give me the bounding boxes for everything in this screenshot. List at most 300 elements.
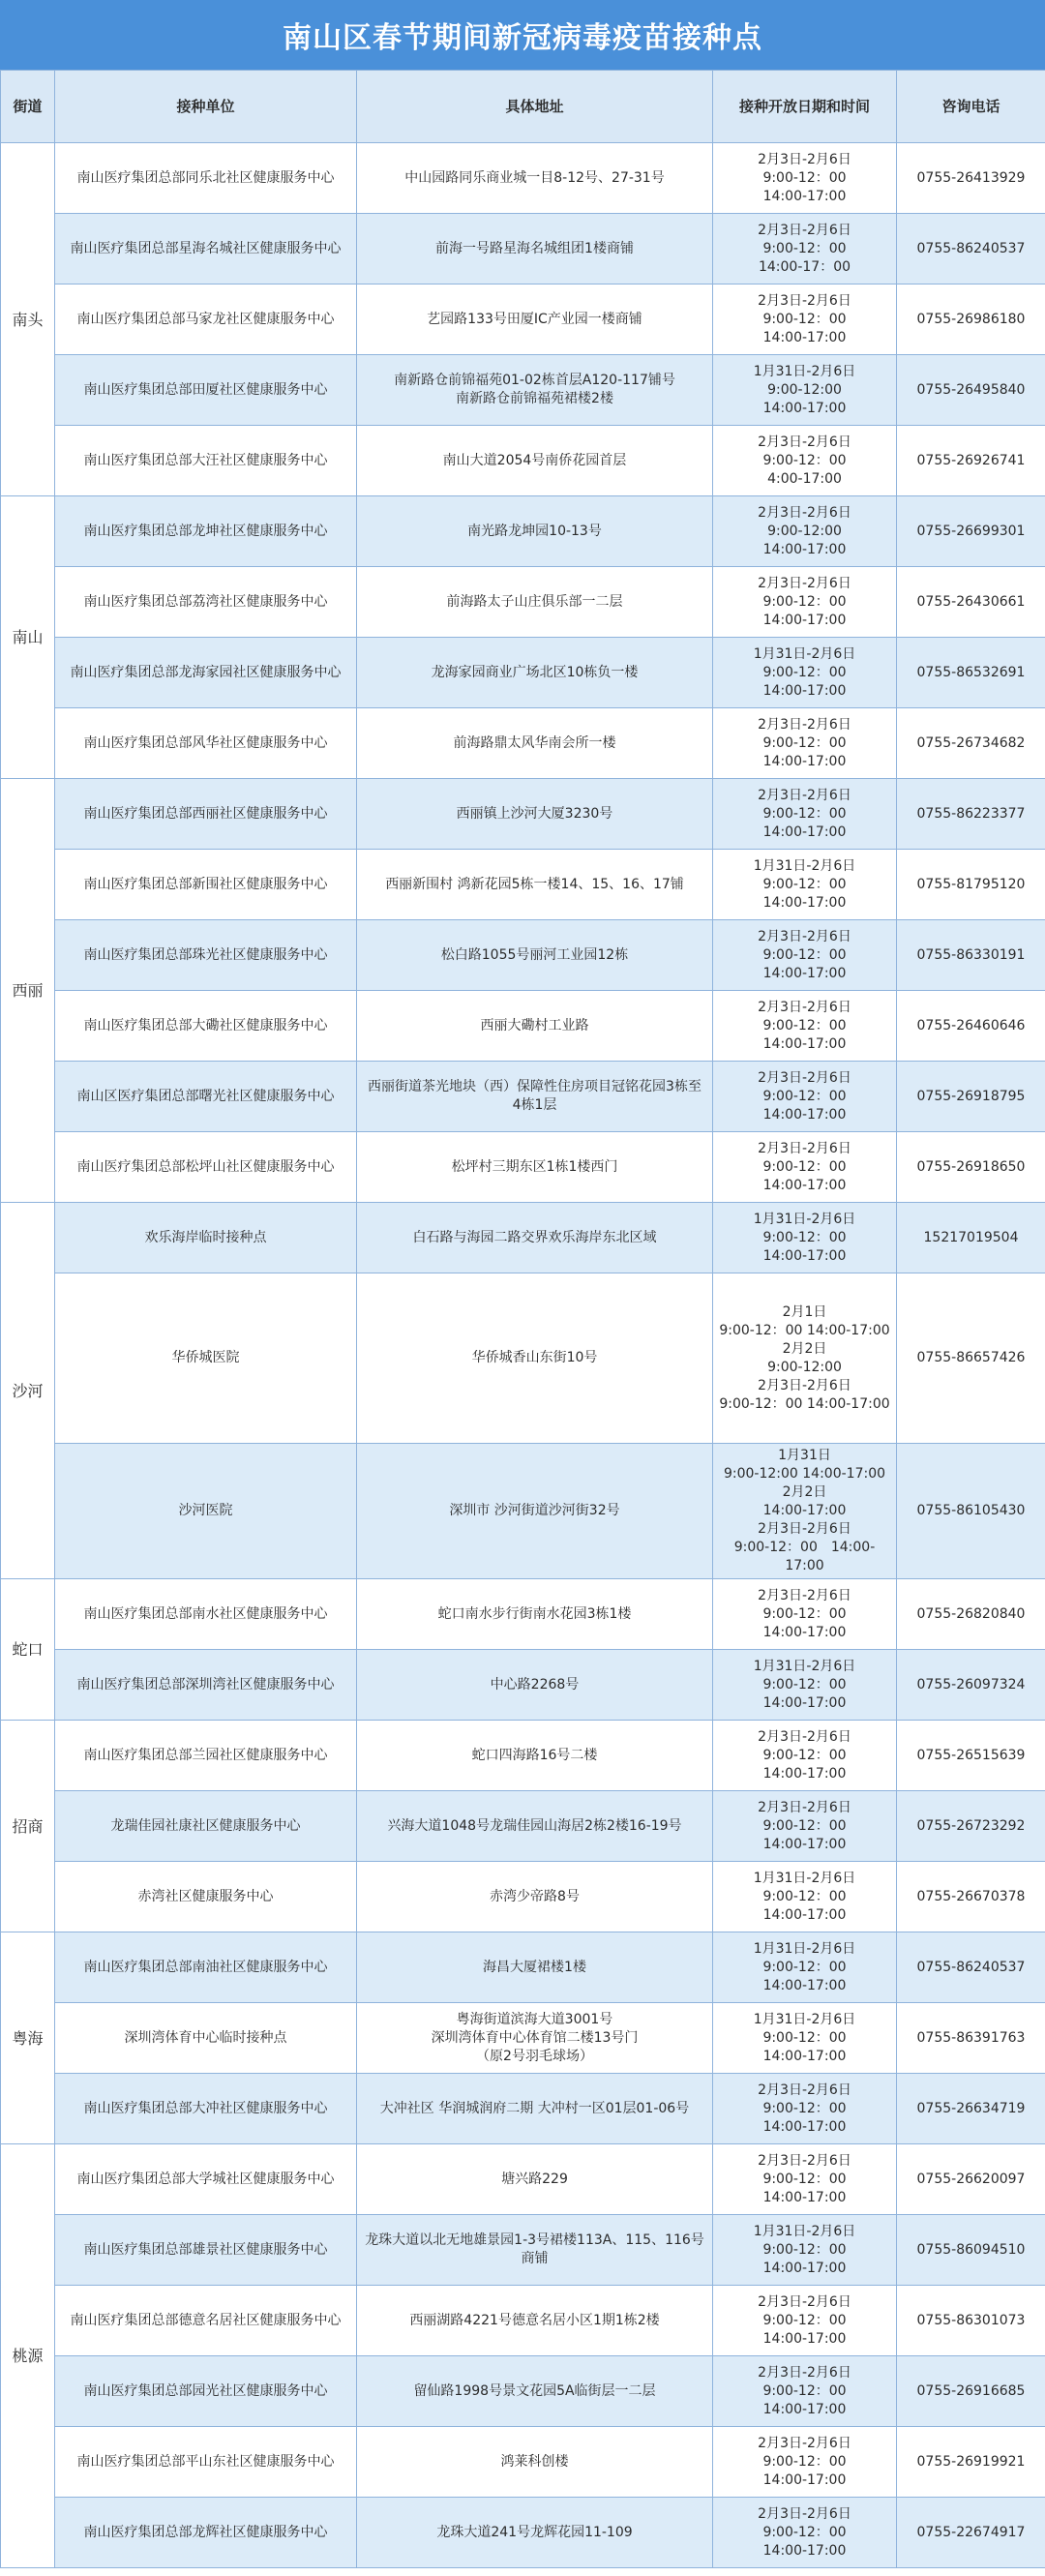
unit-cell: 南山医疗集团总部荔湾社区健康服务中心 xyxy=(55,567,357,638)
address-cell xyxy=(357,1579,713,1650)
open-time-cell xyxy=(713,708,897,779)
open-time-line: 2月3日-2月6日 xyxy=(758,2505,851,2522)
address-cell xyxy=(357,920,713,991)
address-line: 中心路2268号 xyxy=(490,1676,580,1692)
open-time-line: 14:00-17:00 xyxy=(762,1977,847,1993)
table-row xyxy=(1,426,1045,496)
open-time-line: 2月3日-2月6日 xyxy=(758,2364,851,2381)
address-cell xyxy=(357,638,713,708)
page-title: 南山区春节期间新冠病毒疫苗接种点 xyxy=(0,0,1045,70)
open-time-cell xyxy=(713,285,897,355)
unit-cell: 南山医疗集团总部龙坤社区健康服务中心 xyxy=(55,496,357,567)
phone-cell: 0755-26916685 xyxy=(897,2356,1045,2427)
open-time-line: 14:00-17:00 xyxy=(762,2118,847,2135)
table-row xyxy=(1,1273,1045,1444)
open-time-line: 2月3日-2月6日 xyxy=(758,1728,851,1745)
open-time-line: 9:00-12：00 xyxy=(762,2029,847,2046)
open-time-line: 9:00-12：00 xyxy=(762,2524,847,2540)
open-time-line: 14:00-17:00 xyxy=(762,965,847,981)
address-line: 商铺 xyxy=(521,2251,549,2266)
open-time-line: 9:00-12：00 xyxy=(762,2100,847,2116)
table-row xyxy=(1,991,1045,1062)
open-time-line: 2月2日 xyxy=(782,1340,827,1357)
address-cell xyxy=(357,426,713,496)
address-line: 前海路太子山庄俱乐部一二层 xyxy=(446,593,623,610)
table-row xyxy=(1,1932,1045,2003)
table-row xyxy=(1,638,1045,708)
open-time-line: 1月31日 xyxy=(778,1448,831,1463)
address-cell xyxy=(357,143,713,214)
open-time-line: 14:00-17:00 xyxy=(762,2189,847,2205)
open-time-line: 9:00-12：00 14:00-17:00 xyxy=(719,1395,890,1412)
table-row xyxy=(1,2356,1045,2427)
street-cell: 蛇口 xyxy=(1,1579,55,1721)
open-time-cell xyxy=(713,2144,897,2215)
open-time-line: 14:00-17:00 xyxy=(762,612,847,628)
phone-cell: 0755-86105430 xyxy=(897,1444,1045,1579)
open-time-cell xyxy=(713,2003,897,2074)
open-time-cell xyxy=(713,2074,897,2144)
address-cell xyxy=(357,2498,713,2568)
phone-cell: 0755-86223377 xyxy=(897,779,1045,850)
address-cell xyxy=(357,2356,713,2427)
table-row xyxy=(1,779,1045,850)
phone-cell: 0755-86240537 xyxy=(897,214,1045,285)
address-cell xyxy=(357,850,713,920)
address-line: 南新路仓前锦福苑裙楼2楼 xyxy=(456,391,613,406)
phone-cell: 0755-26460646 xyxy=(897,991,1045,1062)
address-cell xyxy=(357,779,713,850)
unit-cell: 南山医疗集团总部新围社区健康服务中心 xyxy=(55,850,357,920)
table-row xyxy=(1,285,1045,355)
street-cell: 沙河 xyxy=(1,1203,55,1579)
table-row xyxy=(1,1791,1045,1862)
open-time-cell xyxy=(713,214,897,285)
open-time-cell xyxy=(713,567,897,638)
phone-cell: 0755-26734682 xyxy=(897,708,1045,779)
open-time-line: 9:00-12：00 xyxy=(762,2312,847,2328)
open-time-line: 9:00-12：00 xyxy=(762,240,847,256)
address-cell xyxy=(357,1650,713,1721)
open-time-cell xyxy=(713,1650,897,1721)
table-row xyxy=(1,2286,1045,2356)
open-time-line: 14:00-17:00 xyxy=(762,2048,847,2064)
open-time-cell xyxy=(713,1273,897,1444)
open-time-line: 1月31日-2月6日 xyxy=(753,2223,856,2239)
open-time-line: 14:00-17:00 xyxy=(762,1694,847,1711)
address-line: 鸿莱科创楼 xyxy=(500,2453,569,2470)
open-time-line: 2月3日-2月6日 xyxy=(758,716,851,733)
phone-cell: 0755-26515639 xyxy=(897,1721,1045,1791)
street-cell: 西丽 xyxy=(1,779,55,1203)
unit-cell: 沙河医院 xyxy=(55,1444,357,1579)
open-time-line: 2月3日-2月6日 xyxy=(758,1377,851,1393)
open-time-line: 9:00-12:00 xyxy=(767,381,842,398)
phone-cell: 0755-26699301 xyxy=(897,496,1045,567)
open-time-cell xyxy=(713,426,897,496)
unit-cell: 赤湾社区健康服务中心 xyxy=(55,1862,357,1932)
open-time-line: 1月31日-2月6日 xyxy=(753,1658,856,1674)
open-time-line: 2月3日-2月6日 xyxy=(758,2152,851,2169)
open-time-line: 2月3日-2月6日 xyxy=(758,999,851,1015)
header-phone: 咨询电话 xyxy=(897,71,1045,143)
open-time-line: 2月3日-2月6日 xyxy=(758,787,851,803)
unit-cell: 南山医疗集团总部大汪社区健康服务中心 xyxy=(55,426,357,496)
table-row xyxy=(1,2074,1045,2144)
open-time-line: 14:00-17:00 xyxy=(762,400,847,416)
address-line: 南新路仓前锦福苑01-02栋首层A120-117铺号 xyxy=(394,373,675,388)
address-cell xyxy=(357,991,713,1062)
phone-cell: 0755-26723292 xyxy=(897,1791,1045,1862)
table-row xyxy=(1,1721,1045,1791)
open-time-line: 2月3日-2月6日 xyxy=(758,2293,851,2310)
address-line: 西丽镇上沙河大厦3230号 xyxy=(456,805,613,822)
open-time-line: 2月3日-2月6日 xyxy=(758,1587,851,1603)
street-cell: 粤海 xyxy=(1,1932,55,2144)
phone-cell: 0755-26986180 xyxy=(897,285,1045,355)
open-time-line: 1月31日-2月6日 xyxy=(753,1940,856,1957)
open-time-line: 4:00-17:00 xyxy=(767,470,842,487)
open-time-line: 2月3日-2月6日 xyxy=(758,1521,851,1537)
open-time-line: 2月3日-2月6日 xyxy=(758,292,851,309)
table-row xyxy=(1,1203,1045,1273)
address-line: 4栋1层 xyxy=(512,1097,557,1113)
address-cell xyxy=(357,2144,713,2215)
open-time-line: 2月1日 xyxy=(782,1303,827,1320)
open-time-cell xyxy=(713,1203,897,1273)
address-cell xyxy=(357,2427,713,2498)
table-row xyxy=(1,1650,1045,1721)
street-cell: 南头 xyxy=(1,143,55,496)
table-row xyxy=(1,1444,1045,1579)
phone-cell: 0755-26413929 xyxy=(897,143,1045,214)
open-time-line: 1月31日-2月6日 xyxy=(753,1211,856,1227)
address-line: 蛇口四海路16号二楼 xyxy=(471,1747,598,1763)
open-time-line: 14:00-17:00 xyxy=(762,329,847,345)
open-time-line: 14:00-17:00 xyxy=(762,2471,847,2488)
open-time-line: 9:00-12：00 xyxy=(762,1017,847,1033)
phone-cell: 0755-26926741 xyxy=(897,426,1045,496)
open-time-cell xyxy=(713,1721,897,1791)
open-time-line: 14:00-17:00 xyxy=(762,894,847,911)
phone-cell: 0755-86532691 xyxy=(897,638,1045,708)
open-time-line: 9:00-12：00 xyxy=(762,1888,847,1904)
open-time-line: 14:00-17:00 xyxy=(762,1106,847,1123)
unit-cell: 南山医疗集团总部龙海家园社区健康服务中心 xyxy=(55,638,357,708)
open-time-line: 14:00-17:00 xyxy=(762,2401,847,2417)
open-time-line: 9:00-12：00 xyxy=(762,2241,847,2258)
table-row xyxy=(1,2215,1045,2286)
address-line: 前海路鼎太风华南会所一楼 xyxy=(453,734,616,751)
open-time-line: 2月3日-2月6日 xyxy=(758,151,851,167)
open-time-cell xyxy=(713,920,897,991)
open-time-line: 9:00-12：00 xyxy=(762,734,847,751)
open-time-line: 2月3日-2月6日 xyxy=(758,1140,851,1156)
address-cell xyxy=(357,1862,713,1932)
phone-cell: 0755-86657426 xyxy=(897,1273,1045,1444)
table-row xyxy=(1,1132,1045,1203)
vaccination-table xyxy=(0,70,1045,2568)
street-cell: 招商 xyxy=(1,1721,55,1932)
address-cell xyxy=(357,1273,713,1444)
open-time-line: 9:00-12:00 14:00-17:00 xyxy=(723,1466,886,1482)
unit-cell: 南山医疗集团总部平山东社区健康服务中心 xyxy=(55,2427,357,2498)
address-line: 华侨城香山东街10号 xyxy=(471,1350,598,1365)
address-cell xyxy=(357,2286,713,2356)
open-time-line: 2月3日-2月6日 xyxy=(758,434,851,450)
open-time-line: 1月31日-2月6日 xyxy=(753,857,856,874)
table-body xyxy=(1,143,1045,2568)
unit-cell: 南山医疗集团总部南水社区健康服务中心 xyxy=(55,1579,357,1650)
unit-cell: 南山医疗集团总部兰园社区健康服务中心 xyxy=(55,1721,357,1791)
unit-cell: 南山医疗集团总部大学城社区健康服务中心 xyxy=(55,2144,357,2215)
table-row xyxy=(1,143,1045,214)
phone-cell: 0755-26430661 xyxy=(897,567,1045,638)
open-time-line: 9:00-12:00 xyxy=(767,523,842,539)
open-time-line: 14:00-17:00 xyxy=(762,1503,847,1518)
open-time-line: 1月31日-2月6日 xyxy=(753,2011,856,2027)
open-time-line: 9:00-12：00 xyxy=(762,452,847,468)
open-time-line: 9:00-12：00 14:00-17:00 xyxy=(719,1322,890,1338)
address-cell xyxy=(357,214,713,285)
open-time-line: 14:00-17:00 xyxy=(762,188,847,204)
table-row xyxy=(1,1862,1045,1932)
open-time-cell xyxy=(713,2215,897,2286)
open-time-line: 2月3日-2月6日 xyxy=(758,222,851,238)
address-line: 龙珠大道以北无地雄景园1-3号裙楼113A、115、116号 xyxy=(365,2232,704,2248)
open-time-cell xyxy=(713,850,897,920)
unit-cell: 南山医疗集团总部园光社区健康服务中心 xyxy=(55,2356,357,2427)
address-cell xyxy=(357,1932,713,2003)
open-time-cell xyxy=(713,1579,897,1650)
open-time-line: 14:00-17：00 xyxy=(758,258,851,275)
open-time-line: 1月31日-2月6日 xyxy=(753,363,856,379)
header-street: 街道 xyxy=(1,71,55,143)
open-time-line: 9:00-12：00 xyxy=(762,593,847,610)
open-time-cell xyxy=(713,1444,897,1579)
open-time-line: 14:00-17:00 xyxy=(762,1836,847,1852)
address-cell xyxy=(357,1203,713,1273)
open-time-line: 14:00-17:00 xyxy=(762,2542,847,2559)
table-row xyxy=(1,1062,1045,1132)
address-line: 海昌大厦裙楼1楼 xyxy=(483,1959,586,1975)
address-line: 龙珠大道241号龙辉花园11-109 xyxy=(436,2524,633,2540)
table-row xyxy=(1,920,1045,991)
open-time-cell xyxy=(713,779,897,850)
open-time-line: 2月3日-2月6日 xyxy=(758,1799,851,1815)
open-time-line: 9:00-12：00 xyxy=(762,1676,847,1692)
open-time-line: 14:00-17:00 xyxy=(762,541,847,557)
address-line: 粤海街道滨海大道3001号 xyxy=(456,2011,613,2027)
open-time-line: 14:00-17:00 xyxy=(762,2260,847,2276)
open-time-cell xyxy=(713,638,897,708)
address-cell xyxy=(357,1444,713,1579)
table-row xyxy=(1,708,1045,779)
open-time-line: 2月2日 xyxy=(782,1484,827,1500)
address-cell xyxy=(357,2215,713,2286)
phone-cell: 0755-86240537 xyxy=(897,1932,1045,2003)
open-time-line: 14:00-17:00 xyxy=(762,1035,847,1052)
unit-cell: 南山医疗集团总部风华社区健康服务中心 xyxy=(55,708,357,779)
open-time-line: 1月31日-2月6日 xyxy=(753,645,856,662)
address-cell xyxy=(357,2003,713,2074)
address-line: 兴海大道1048号龙瑞佳园山海居2栋2楼16-19号 xyxy=(387,1817,682,1834)
phone-cell: 0755-86094510 xyxy=(897,2215,1045,2286)
open-time-line: 9:00-12：00 xyxy=(762,311,847,327)
open-time-line: 14:00-17:00 xyxy=(762,824,847,840)
open-time-line: 14:00-17:00 xyxy=(762,1247,847,1264)
open-time-cell xyxy=(713,355,897,426)
address-cell xyxy=(357,285,713,355)
address-line: 龙海家园商业广场北区10栋负一楼 xyxy=(431,664,639,680)
unit-cell: 南山区医疗集团总部曙光社区健康服务中心 xyxy=(55,1062,357,1132)
unit-cell: 南山医疗集团总部同乐北社区健康服务中心 xyxy=(55,143,357,214)
table-row xyxy=(1,850,1045,920)
open-time-line: 14:00-17:00 xyxy=(762,1624,847,1640)
phone-cell: 0755-26918795 xyxy=(897,1062,1045,1132)
phone-cell: 0755-86301073 xyxy=(897,2286,1045,2356)
phone-cell: 0755-26634719 xyxy=(897,2074,1045,2144)
open-time-line: 9:00-12：00 xyxy=(762,2382,847,2399)
open-time-line: 9:00-12：00 xyxy=(762,1158,847,1175)
address-line: 深圳湾体育中心体育馆二楼13号门 xyxy=(431,2029,639,2046)
phone-cell: 0755-26670378 xyxy=(897,1862,1045,1932)
open-time-line: 9:00-12：00 xyxy=(762,805,847,822)
open-time-line: 2月3日-2月6日 xyxy=(758,575,851,591)
address-line: 赤湾少帝路8号 xyxy=(490,1888,580,1904)
phone-cell: 15217019504 xyxy=(897,1203,1045,1273)
address-line: 留仙路1998号景文花园5A临街层一二层 xyxy=(413,2382,656,2399)
address-cell xyxy=(357,1132,713,1203)
open-time-line: 9:00-12：00 14:00-17:00 xyxy=(733,1540,876,1573)
open-time-line: 1月31日-2月6日 xyxy=(753,1870,856,1886)
open-time-line: 14:00-17:00 xyxy=(762,1906,847,1923)
unit-cell: 南山医疗集团总部雄景社区健康服务中心 xyxy=(55,2215,357,2286)
phone-cell: 0755-81795120 xyxy=(897,850,1045,920)
phone-cell: 0755-22674917 xyxy=(897,2498,1045,2568)
address-line: 蛇口南水步行街南水花园3栋1楼 xyxy=(437,1605,632,1622)
open-time-line: 2月3日-2月6日 xyxy=(758,928,851,944)
address-line: 西丽街道茶光地块（西）保障性住房项目冠铭花园3栋至 xyxy=(368,1079,702,1094)
unit-cell: 南山医疗集团总部松坪山社区健康服务中心 xyxy=(55,1132,357,1203)
street-cell: 桃源 xyxy=(1,2144,55,2568)
open-time-line: 14:00-17:00 xyxy=(762,1765,847,1782)
open-time-line: 9:00-12：00 xyxy=(762,2171,847,2187)
table-row xyxy=(1,1579,1045,1650)
unit-cell: 南山医疗集团总部西丽社区健康服务中心 xyxy=(55,779,357,850)
address-cell xyxy=(357,496,713,567)
address-line: 西丽湖路4221号德意名居小区1期1栋2楼 xyxy=(409,2312,660,2328)
open-time-line: 9:00-12：00 xyxy=(762,664,847,680)
header-open-time: 接种开放日期和时间 xyxy=(713,71,897,143)
unit-cell: 南山医疗集团总部深圳湾社区健康服务中心 xyxy=(55,1650,357,1721)
address-line: 深圳市 沙河街道沙河街32号 xyxy=(449,1503,620,1518)
table-row xyxy=(1,214,1045,285)
phone-cell: 0755-26620097 xyxy=(897,2144,1045,2215)
open-time-line: 2月3日-2月6日 xyxy=(758,2435,851,2451)
open-time-cell xyxy=(713,991,897,1062)
address-line: （原2号羽毛球场） xyxy=(476,2048,593,2064)
address-cell xyxy=(357,1791,713,1862)
header-unit: 接种单位 xyxy=(55,71,357,143)
unit-cell: 南山医疗集团总部马家龙社区健康服务中心 xyxy=(55,285,357,355)
open-time-cell xyxy=(713,2286,897,2356)
table-row xyxy=(1,2003,1045,2074)
phone-cell: 0755-86391763 xyxy=(897,2003,1045,2074)
unit-cell: 深圳湾体育中心临时接种点 xyxy=(55,2003,357,2074)
phone-cell: 0755-26097324 xyxy=(897,1650,1045,1721)
address-cell xyxy=(357,708,713,779)
address-line: 西丽大磡村工业路 xyxy=(480,1017,589,1033)
unit-cell: 南山医疗集团总部大磡社区健康服务中心 xyxy=(55,991,357,1062)
open-time-line: 14:00-17:00 xyxy=(762,2330,847,2347)
table-row xyxy=(1,2144,1045,2215)
unit-cell: 南山医疗集团总部大冲社区健康服务中心 xyxy=(55,2074,357,2144)
unit-cell: 南山医疗集团总部田厦社区健康服务中心 xyxy=(55,355,357,426)
address-cell xyxy=(357,355,713,426)
open-time-line: 9:00-12：00 xyxy=(762,1817,847,1834)
address-line: 白石路与海园二路交界欢乐海岸东北区域 xyxy=(412,1229,657,1245)
address-cell xyxy=(357,567,713,638)
open-time-cell xyxy=(713,2427,897,2498)
unit-cell: 华侨城医院 xyxy=(55,1273,357,1444)
address-line: 前海一号路星海名城组团1楼商铺 xyxy=(435,240,634,256)
unit-cell: 南山医疗集团总部南油社区健康服务中心 xyxy=(55,1932,357,2003)
unit-cell: 南山医疗集团总部星海名城社区健康服务中心 xyxy=(55,214,357,285)
address-cell xyxy=(357,1062,713,1132)
address-line: 松白路1055号丽河工业园12栋 xyxy=(440,946,629,963)
table-row xyxy=(1,355,1045,426)
table-row xyxy=(1,567,1045,638)
address-line: 艺园路133号田厦IC产业园一楼商铺 xyxy=(427,311,642,327)
table-row xyxy=(1,2498,1045,2568)
address-line: 塘兴路229 xyxy=(501,2171,568,2187)
open-time-line: 9:00-12：00 xyxy=(762,946,847,963)
phone-cell: 0755-26918650 xyxy=(897,1132,1045,1203)
address-cell xyxy=(357,2074,713,2144)
phone-cell: 0755-26820840 xyxy=(897,1579,1045,1650)
unit-cell: 龙瑞佳园社康社区健康服务中心 xyxy=(55,1791,357,1862)
open-time-cell xyxy=(713,2498,897,2568)
header-address: 具体地址 xyxy=(357,71,713,143)
unit-cell: 南山医疗集团总部龙辉社区健康服务中心 xyxy=(55,2498,357,2568)
open-time-line: 9:00-12：00 xyxy=(762,1605,847,1622)
address-line: 南山大道2054号南侨花园首层 xyxy=(442,452,627,468)
address-line: 松坪村三期东区1栋1楼西门 xyxy=(451,1158,618,1175)
open-time-line: 2月3日-2月6日 xyxy=(758,2082,851,2098)
open-time-line: 14:00-17:00 xyxy=(762,753,847,769)
open-time-line: 2月3日-2月6日 xyxy=(758,504,851,521)
open-time-cell xyxy=(713,1062,897,1132)
open-time-cell xyxy=(713,1862,897,1932)
open-time-line: 9:00-12：00 xyxy=(762,169,847,186)
table-row xyxy=(1,496,1045,567)
open-time-line: 9:00-12：00 xyxy=(762,1088,847,1104)
open-time-line: 9:00-12：00 xyxy=(762,876,847,892)
phone-cell: 0755-26495840 xyxy=(897,355,1045,426)
header-row xyxy=(1,71,1045,143)
open-time-line: 9:00-12：00 xyxy=(762,2453,847,2470)
unit-cell: 南山医疗集团总部珠光社区健康服务中心 xyxy=(55,920,357,991)
address-line: 西丽新围村 鸿新花园5栋一楼14、15、16、17铺 xyxy=(385,876,684,892)
open-time-line: 2月3日-2月6日 xyxy=(758,1069,851,1086)
open-time-cell xyxy=(713,1791,897,1862)
unit-cell: 南山医疗集团总部德意名居社区健康服务中心 xyxy=(55,2286,357,2356)
open-time-line: 9:00-12：00 xyxy=(762,1747,847,1763)
open-time-cell xyxy=(713,1132,897,1203)
open-time-cell xyxy=(713,496,897,567)
open-time-cell xyxy=(713,1932,897,2003)
